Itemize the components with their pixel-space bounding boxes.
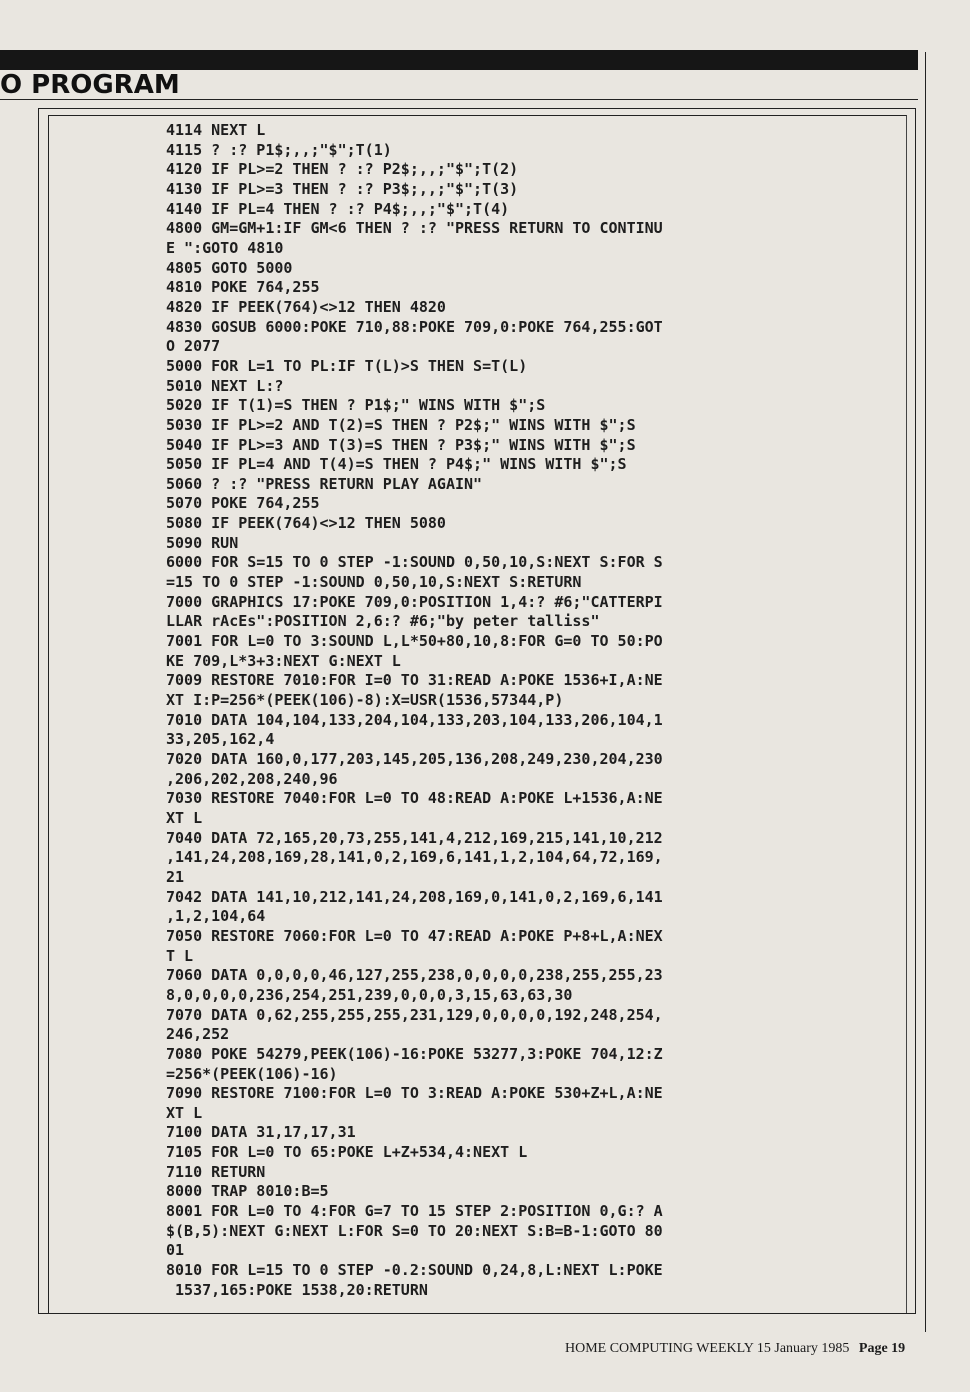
listing-line: 5030 IF PL>=2 AND T(2)=S THEN ? P2$;" WINS WITH $";S xyxy=(166,415,636,434)
listing-line: =256*(PEEK(106)-16) xyxy=(166,1064,338,1083)
listing-line: $(B,5):NEXT G:NEXT L:FOR S=0 TO 20:NEXT S:B=B-1:GOTO 80 xyxy=(166,1221,663,1240)
listing-line: 1537,165:POKE 1538,20:RETURN xyxy=(166,1280,428,1299)
header-rule xyxy=(0,99,918,100)
listing-line: XT L xyxy=(166,808,203,827)
listing-line: KE 709,L*3+3:NEXT G:NEXT L xyxy=(166,651,401,670)
listing-line: 7100 DATA 31,17,17,31 xyxy=(166,1123,356,1142)
listing-line: 7001 FOR L=0 TO 3:SOUND L,L*50+80,10,8:FOR G=0 TO 50:PO xyxy=(166,632,663,651)
listing-line: 7009 RESTORE 7010:FOR I=0 TO 31:READ A:POKE 1536+I,A:NE xyxy=(166,671,663,690)
listing-line: 7020 DATA 160,0,177,203,145,205,136,208,249,230,204,230 xyxy=(166,750,663,768)
listing-line: 5060 ? :? "PRESS RETURN PLAY AGAIN" xyxy=(166,474,483,493)
listing-line: 4800 GM=GM+1:IF GM<6 THEN ? :? "PRESS RETURN TO CONTINU xyxy=(166,219,663,238)
page-border-right xyxy=(925,52,926,1332)
listing-line: 7080 POKE 54279,PEEK(106)-16:POKE 53277,3:POKE 704,12:Z xyxy=(166,1044,663,1063)
listing-line: 7040 DATA 72,165,20,73,255,141,4,212,169,215,141,10,212 xyxy=(166,828,663,847)
listing-line: E ":GOTO 4810 xyxy=(166,238,284,257)
listing-line: 5040 IF PL>=3 AND T(3)=S THEN ? P3$;" WINS WITH $";S xyxy=(166,435,636,454)
listing-line: T L xyxy=(166,946,194,965)
listing-line: 4114 NEXT L xyxy=(166,121,266,139)
listing-line: 5000 FOR L=1 TO PL:IF T(L)>S THEN S=T(L) xyxy=(166,356,528,375)
listing-line: 5050 IF PL=4 AND T(4)=S THEN ? P4$;" WINS WITH $";S xyxy=(166,455,627,474)
header-bar xyxy=(0,50,918,70)
listing-line: 4115 ? :? P1$;,,;"$";T(1) xyxy=(166,140,392,159)
listing-line: ,206,202,208,240,96 xyxy=(166,769,338,788)
listing-line: 21 xyxy=(166,867,185,886)
publication-line: HOME COMPUTING WEEKLY 15 January 1985 xyxy=(565,1341,850,1356)
listing-line: 4830 GOSUB 6000:POKE 710,88:POKE 709,0:POKE 764,255:GOT xyxy=(166,317,663,336)
page-title: O PROGRAM xyxy=(0,70,180,100)
listing-line: 4805 GOTO 5000 xyxy=(166,258,293,277)
listing-line: LLAR rAcEs":POSITION 2,6:? #6;"by peter talliss" xyxy=(166,612,600,631)
listing-line: 7070 DATA 0,62,255,255,255,231,129,0,0,0,0,192,248,254, xyxy=(166,1005,663,1024)
listing-line: 6000 FOR S=15 TO 0 STEP -1:SOUND 0,50,10,S:NEXT S:FOR S xyxy=(166,553,663,572)
listing-line: 33,205,162,4 xyxy=(166,730,275,749)
listing-line: 4140 IF PL=4 THEN ? :? P4$;,,;"$";T(4) xyxy=(166,199,510,218)
listing-line: 7000 GRAPHICS 17:POKE 709,0:POSITION 1,4:? #6;"CATTERPI xyxy=(166,592,663,611)
listing-line: 7010 DATA 104,104,133,204,104,133,203,104,133,206,104,1 xyxy=(166,710,663,729)
listing-line: ,1,2,104,64 xyxy=(166,907,266,926)
listing-line: 5090 RUN xyxy=(166,533,239,552)
listing-line: 01 xyxy=(166,1241,185,1260)
listing-line: 5080 IF PEEK(764)<>12 THEN 5080 xyxy=(166,514,446,533)
page-footer xyxy=(565,1341,925,1357)
listing-line: 8001 FOR L=0 TO 4:FOR G=7 TO 15 STEP 2:POSITION 0,G:? A xyxy=(166,1202,663,1221)
listing-line: 5010 NEXT L:? xyxy=(166,376,284,395)
listing-line: 7110 RETURN xyxy=(166,1162,266,1181)
listing-line: 4810 POKE 764,255 xyxy=(166,278,320,297)
listing-line: =15 TO 0 STEP -1:SOUND 0,50,10,S:NEXT S:RETURN xyxy=(166,573,582,592)
listing-line: 7030 RESTORE 7040:FOR L=0 TO 48:READ A:POKE L+1536,A:NE xyxy=(166,789,663,808)
listing-line: 7105 FOR L=0 TO 65:POKE L+Z+534,4:NEXT L xyxy=(166,1143,528,1162)
listing-line: 8010 FOR L=15 TO 0 STEP -0.2:SOUND 0,24,8,L:NEXT L:POKE xyxy=(166,1261,663,1280)
listing-line: XT I:P=256*(PEEK(106)-8):X=USR(1536,57344,P) xyxy=(166,691,564,710)
listing-line: 7060 DATA 0,0,0,0,46,127,255,238,0,0,0,0,238,255,255,23 xyxy=(166,966,663,985)
listing-line: O 2077 xyxy=(166,337,221,356)
listing-line: 4820 IF PEEK(764)<>12 THEN 4820 xyxy=(166,297,446,316)
page-number: Page 19 xyxy=(858,1341,906,1356)
listing-line: 246,252 xyxy=(166,1025,230,1044)
listing-line: 8,0,0,0,0,236,254,251,239,0,0,0,3,15,63,63,30 xyxy=(166,985,573,1004)
listing-line: 4120 IF PL>=2 THEN ? :? P2$;,,;"$";T(2) xyxy=(166,160,519,179)
listing-line: 8000 TRAP 8010:B=5 xyxy=(166,1182,329,1201)
listing-line: 7090 RESTORE 7100:FOR L=0 TO 3:READ A:POKE 530+Z+L,A:NE xyxy=(166,1084,663,1103)
listing-line: 5070 POKE 764,255 xyxy=(166,494,320,513)
listing-line: 4130 IF PL>=3 THEN ? :? P3$;,,;"$";T(3) xyxy=(166,179,519,198)
listing-line: 7042 DATA 141,10,212,141,24,208,169,0,141,0,2,169,6,141 xyxy=(166,887,663,906)
program-listing xyxy=(166,121,826,1300)
listing-line: 7050 RESTORE 7060:FOR L=0 TO 47:READ A:POKE P+8+L,A:NEX xyxy=(166,926,663,945)
listing-line: 5020 IF T(1)=S THEN ? P1$;" WINS WITH $";S xyxy=(166,396,546,415)
listing-line: XT L xyxy=(166,1103,203,1122)
listing-line: ,141,24,208,169,28,141,0,2,169,6,141,1,2,104,64,72,169, xyxy=(166,848,663,867)
